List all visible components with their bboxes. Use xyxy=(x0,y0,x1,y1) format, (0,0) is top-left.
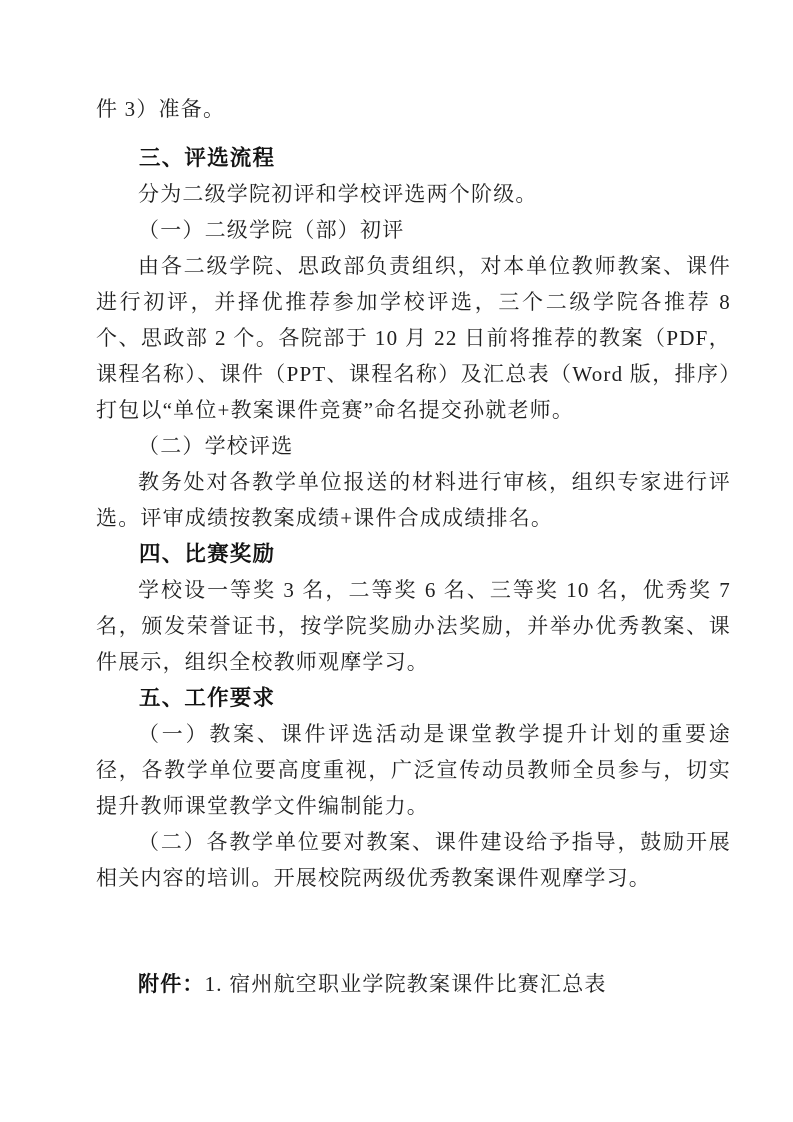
paragraph: （二）各教学单位要对教案、课件建设给予指导，鼓励开展相关内容的培训。开展校院两级优秀教案课件观摩学习。 xyxy=(96,830,731,890)
section-heading-5: 五、工作要求 xyxy=(139,686,276,710)
section-heading-4: 四、比赛奖励 xyxy=(139,542,276,566)
paragraph-subheading-3-1: （一）二级学院（部）初评 xyxy=(138,218,405,242)
attachment-line xyxy=(96,966,731,1003)
section-heading-3: 三、评选流程 xyxy=(139,146,276,170)
paragraph: 学校设一等奖 3 名，二等奖 6 名、三等奖 10 名，优秀奖 7 名，颁发荣誉证书，按学院奖励办法奖励，并举办优秀教案、课件展示，组织全校教师观摩学习。 xyxy=(96,578,731,674)
paragraph-subheading-3-2: （二）学校评选 xyxy=(138,434,294,458)
paragraph: （一）教案、课件评选活动是课堂教学提升计划的重要途径，各教学单位要高度重视，广泛宣传动员教师全员参与，切实提升教师课堂教学文件编制能力。 xyxy=(96,722,731,818)
attachment-text: 1. 宿州航空职业学院教案课件比赛汇总表 xyxy=(204,972,607,996)
paragraph-carryover: 件 3）准备。 xyxy=(96,97,226,121)
paragraph: 教务处对各教学单位报送的材料进行审核，组织专家进行评选。评审成绩按教案成绩+课件合成成绩排名。 xyxy=(96,470,731,530)
paragraph: 由各二级学院、思政部负责组织，对本单位教师教案、课件进行初评，并择优推荐参加学校评选，三个二级学院各推荐 8 个、思政部 2 个。各院部于 10 月 22 日前将推荐的教案（PDF，课程名称）、课件（PPT、课程名称）及汇总表（Word 版，排序）打包以“单位+教案课件竞赛”命名提交孙就老师。 xyxy=(96,254,731,422)
paragraph: 分为二级学院初评和学校评选两个阶级。 xyxy=(138,182,538,206)
attachment-label: 附件： xyxy=(138,973,205,996)
